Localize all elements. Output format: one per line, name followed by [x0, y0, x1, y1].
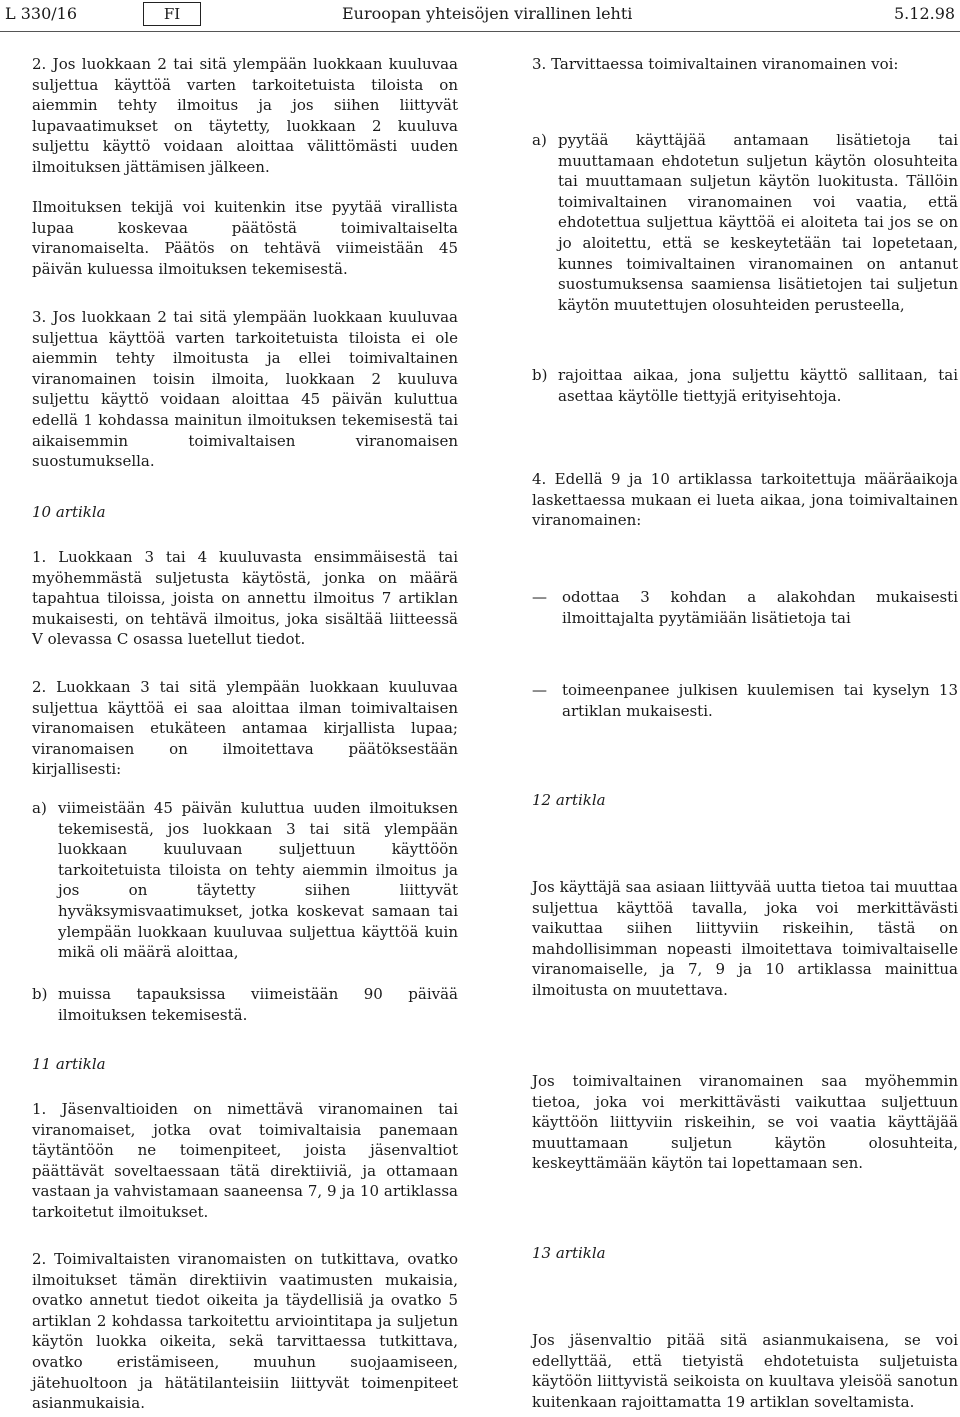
dash-text-2: toimeenpanee julkisen kuulemisen tai kyselyn 13 artiklan mukaisesti. [562, 681, 958, 720]
publication-date: 5.12.98 [894, 4, 956, 23]
article11-para1: 1. Jäsenvaltioiden on nimettävä viranomainen tai viranomaiset, jotka ovat toimivaltaisia panemaan täytäntöön ne toimenpiteet, joista jäsenvaltiot päättävät soveltaessaan tätä direktiiviä, ja ottamaan vastaan ja vahvistamaan saaneensa 7, 9 ja 10 artiklassa tarkoitetut ilmoitukset. [32, 1100, 458, 1221]
article12-para2: Jos toimivaltainen viranomainen saa myöhemmin tietoa, joka voi merkittävästi vaikuttaa suljettuun käyttöön liittyviin riskeihin, se voi vaatia käyttäjää muuttamaan suljetun käytön olosuhteita, keskeyttämään käytön tai lopettamaan sen. [532, 1072, 958, 1173]
list-text-a: viimeistään 45 päivän kuluttua uuden ilmoituksen tekemisestä, jos luokkaan 3 tai sitä ylempään luokkaan kuuluvaan suljettuun käyttöön tarkoitetuista tiloista on tehty aiemmin ilmoitus ja jos on täytetty siihen liittyvät hyväksymisvaatimukset, jotka koskevat samaan tai ylempään luokkaan kuuluvaa suljettua käyttöä kuin mikä oli määrä aloittaa, [58, 799, 458, 962]
article9-para3: 3. Jos luokkaan 2 tai sitä ylempään luokkaan kuuluvaa suljettua käyttöä varten tarkoitetuista tiloista ei ole aiemmin tehty ilmoitusta ja ellei toimivaltainen viranomainen toisin ilmoita, luokkaan 2 kuuluva suljettu käyttö voidaan aloittaa 45 päivän kuluttua edellä 1 kohdassa mainitun ilmoituksen tekemisestä tai aikaisemmin toimivaltaisen viranomaisen suostumuksella. [32, 308, 458, 471]
article10-para2: 2. Luokkaan 3 tai sitä ylempään luokkaan kuuluvaa suljettua käyttöä ei saa aloittaa ilman toimivaltaisen viranomaisen etukäteen antamaa kirjallista lupaa; viranomaisen on ilmoitettava päätöksestään kirjallisesti: [32, 678, 458, 779]
heading-article-10: 10 artikla [32, 503, 106, 521]
article13-para1: Jos jäsenvaltio pitää sitä asianmukaisena, se voi edellyttää, että tietyistä ehdotetuista suljetuista käytöön liittyvistä seikoista on kuultava yleisöä sanotun kuitenkaan rajoittamatta 19 artiklan soveltamista. [532, 1331, 958, 1411]
list-item-b [32, 984, 458, 1025]
dash-label-2: — [532, 681, 547, 699]
heading-article-11: 11 artikla [32, 1055, 106, 1073]
page-header [0, 0, 960, 30]
list-item-a [32, 798, 458, 963]
article12-para1: Jos käyttäjä saa asiaan liittyvää uutta tietoa tai muuttaa suljettua käyttöä tavalla, joka voi merkittävästi vaikuttaa siihen liittyviin riskeihin, tästä on mahdollisimman nopeasti ilmoitettava toimivaltaiselle viranomaiselle, ja 7, 9 ja 10 artiklassa mainittua ilmoitusta on muutettava. [532, 878, 958, 999]
page-reference: L 330/16 [5, 4, 77, 23]
list-label-a: a) [32, 799, 47, 817]
right-list-text-b: rajoittaa aikaa, jona suljettu käyttö sallitaan, tai asettaa käytölle tiettyjä erityisehtoja. [558, 366, 958, 405]
right-list-label-a: a) [532, 131, 547, 149]
article11-para4: 4. Edellä 9 ja 10 artiklassa tarkoitettuja määräaikoja laskettaessa mukaan ei lueta aikaa, jona toimivaltainen viranomainen: [532, 470, 958, 530]
language-code-box: FI [143, 2, 201, 26]
article11-para3-intro: 3. Tarvittaessa toimivaltainen viranomainen voi: [532, 55, 899, 73]
right-list-item-a [532, 130, 958, 315]
dash-item-1 [532, 587, 958, 628]
header-rule [0, 31, 960, 32]
article11-para2: 2. Toimivaltaisten viranomaisten on tutkittava, ovatko ilmoitukset tämän direktiivin vaatimusten mukaisia, ovatko annetut tiedot oikeita ja täydellisiä ja ovatko 5 artiklan 2 kohdassa tarkoitettu arviointitapa ja suljetun käytön luokka oikeita, sekä tarvittaessa tutkittava, ovatko eristämiseen, muuhun suojaamiseen, jätehuoltoon ja hätätilanteisiin liittyvät toimenpiteet asianmukaisia. [32, 1250, 458, 1413]
right-list-text-a: pyytää käyttäjää antamaan lisätietoja tai muuttamaan ehdotetun suljetun käytön olosuhteita tai muuttamaan suljetun käytön luokitusta. Tällöin toimivaltainen viranomainen voi vaatia, että ehdotettua suljettua käyttöä ei aloiteta tai jos se on jo aloitettu, että se keskeytetään tai lopetetaan, kunnes toimivaltainen viranomainen on antanut suostumuksensa saamiensa lisätietojen tai suljetun käytön muutettujen olosuhteiden perusteella, [558, 131, 958, 314]
journal-title: Euroopan yhteisöjen virallinen lehti [342, 4, 633, 23]
dash-item-2 [532, 680, 958, 721]
right-list-item-b [532, 365, 958, 406]
list-text-b: muissa tapauksissa viimeistään 90 päivää ilmoituksen tekemisestä. [58, 985, 458, 1024]
dash-text-1: odottaa 3 kohdan a alakohdan mukaisesti ilmoittajalta pyytämiään lisätietoja tai [562, 588, 958, 627]
heading-article-13: 13 artikla [532, 1244, 606, 1262]
article9-para2: 2. Jos luokkaan 2 tai sitä ylempään luokkaan kuuluvaa suljettua käyttöä varten tarkoitetuista tiloista on aiemmin tehty ilmoitus ja jos siihen liittyvät lupavaatimukset on täytetty, luokkaan 2 kuuluva suljettu käyttö voidaan aloittaa välittömästi uuden ilmoituksen jättämisen jälkeen. [32, 55, 458, 176]
right-list-label-b: b) [532, 366, 548, 384]
heading-article-12: 12 artikla [532, 791, 606, 809]
dash-label-1: — [532, 588, 547, 606]
article10-para1: 1. Luokkaan 3 tai 4 kuuluvasta ensimmäisestä tai myöhemmästä suljetusta käytöstä, jonka on määrä tapahtua tiloissa, joista on annettu ilmoitus 7 artiklan mukaisesti, on tehtävä ilmoitus, joka sisältää liitteessä V olevassa C osassa luetellut tiedot. [32, 548, 458, 649]
article9-para2-second: Ilmoituksen tekijä voi kuitenkin itse pyytää virallista lupaa koskevaa päätöstä toimivaltaiselta viranomaiselta. Päätös on tehtävä viimeistään 45 päivän kuluessa ilmoituksen tekemisestä. [32, 198, 458, 278]
list-label-b: b) [32, 985, 48, 1003]
